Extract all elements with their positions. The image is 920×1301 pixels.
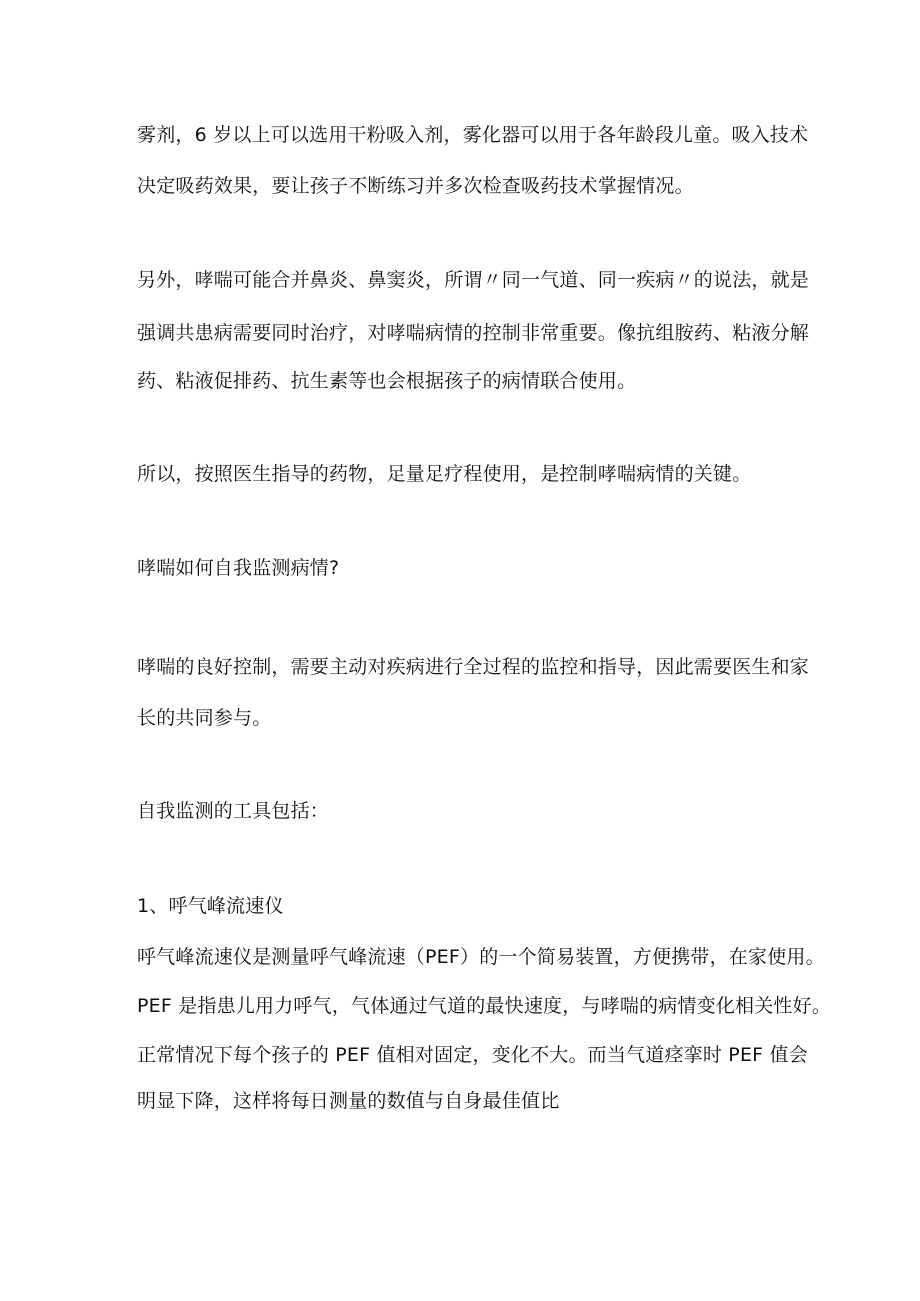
text-line: 哮喘的良好控制，需要主动对疾病进行全过程的监控和指导，因此需要医生和家: [137, 656, 810, 678]
text-line: 呼气峰流速仪是测量呼气峰流速（PEF）的一个简易装置，方便携带，在家使用。: [137, 946, 825, 968]
text-line: 决定吸药效果，要让孩子不断练习并多次检查吸药技术掌握情况。: [137, 175, 694, 197]
text-line: PEF 是指患儿用力呼气，气体通过气道的最快速度，与哮喘的病情变化相关性好。: [137, 995, 832, 1017]
text-line: 强调共患病需要同时治疗，对哮喘病情的控制非常重要。像抗组胺药、粘液分解: [137, 322, 810, 344]
text-line: 长的共同参与。: [137, 707, 272, 729]
subheading-line: 1、呼气峰流速仪: [137, 895, 284, 917]
text-line: 正常情况下每个孩子的 PEF 值相对固定，变化不大。而当气道痉挛时 PEF 值会: [137, 1044, 808, 1066]
text-line: 药、粘液促排药、抗生素等也会根据孩子的病情联合使用。: [137, 370, 637, 392]
text-line: 雾剂，6 岁以上可以选用干粉吸入剂，雾化器可以用于各年龄段儿童。吸入技术: [137, 124, 809, 146]
text-line: 自我监测的工具包括：: [137, 800, 330, 822]
heading-line: 哮喘如何自我监测病情?: [137, 557, 340, 579]
text-line: 明显下降，这样将每日测量的数值与自身最佳值比: [137, 1090, 560, 1112]
text-line: 所以，按照医生指导的药物，足量足疗程使用，是控制哮喘病情的关键。: [137, 463, 752, 485]
text-line: 另外，哮喘可能合并鼻炎、鼻窦炎，所谓〃同一气道、同一疾病〃的说法，就是: [137, 269, 810, 291]
